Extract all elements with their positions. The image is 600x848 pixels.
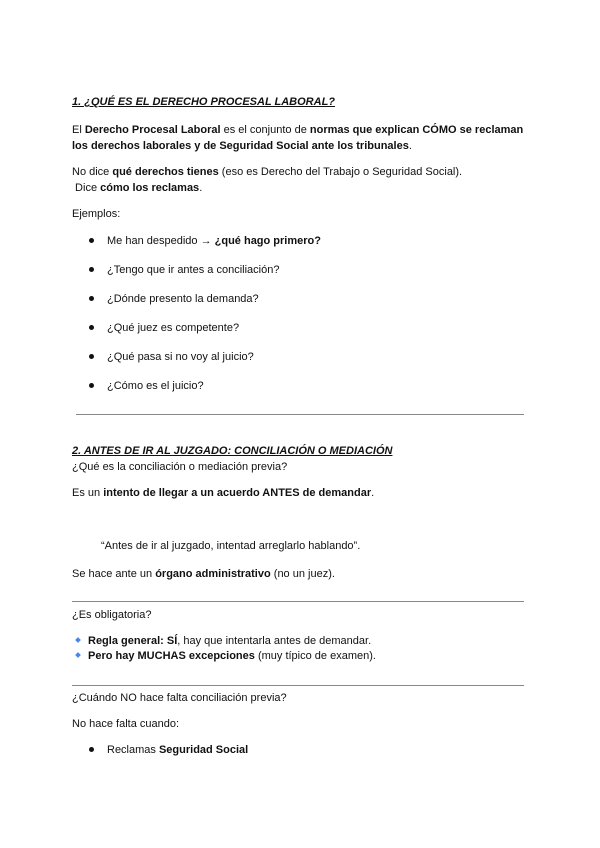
bullet-dot-icon [89,296,94,301]
divider-3 [72,685,524,686]
conciliacion-question: ¿Qué es la conciliación o mediación previa? [72,461,288,473]
bullet-dot-icon [89,267,94,272]
list-item-text: ¿Qué pasa si no voy al juicio? [107,351,254,363]
organo-text-1: Se hace ante un [72,568,156,580]
excepciones-row [76,649,376,664]
list-item-text: Reclamas [107,744,159,756]
def-bold-3: los derechos laborales y de Seguridad Social ante los tribunales [72,140,409,152]
quote-text: “Antes de ir al juzgado, intentad arreglarlo hablando”. [101,540,361,552]
intento-paragraph [72,485,374,501]
nohace-text: No hace falta cuando: [72,718,180,730]
diamond-bullet-icon [75,652,81,658]
bullet-dot-icon [89,354,94,359]
nodice-text-1: No dice [72,166,113,178]
regla-row [76,634,371,649]
list-item [89,233,321,262]
list-item [89,742,248,771]
intento-text-1: Es un [72,487,104,499]
divider-2 [72,601,524,602]
definition-paragraph [72,122,523,154]
regla-bold: Regla general: SÍ [88,635,178,647]
def-text-1: El [72,124,85,136]
intento-bold: intento de llegar a un acuerdo ANTES de demandar [103,487,372,499]
obligatoria-question: ¿Es obligatoria? [72,609,152,621]
excepciones-text: (muy típico de examen). [254,650,376,662]
def-text-3: . [408,140,412,152]
bullet-dot-icon [89,747,94,752]
list-item [89,291,321,320]
list-item-text: ¿Cómo es el juicio? [107,380,204,392]
cuando-question: ¿Cuándo NO hace falta conciliación previa? [72,692,287,704]
def-text-2: es el conjunto de [220,124,310,136]
nohace-list [89,742,248,771]
organo-bold: órgano administrativo [155,568,271,580]
nodice-text-4: . [199,182,203,194]
ejemplos-label: Ejemplos: [72,208,121,220]
nodice-text-3: Dice [72,182,101,194]
divider-1 [76,414,524,415]
list-item [89,262,321,291]
section1-heading: 1. ¿QUÉ ES EL DERECHO PROCESAL LABORAL? [72,96,336,108]
nodice-paragraph [72,164,462,196]
list-item-text: ¿Dónde presento la demanda? [107,293,259,305]
organo-text-2: (no un juez). [270,568,335,580]
diamond-bullet-icon [75,637,81,643]
section2-heading: 2. ANTES DE IR AL JUZGADO: CONCILIACIÓN O MEDIACIÓN [72,445,393,457]
list-item-bold: ¿qué hago primero? [214,235,321,247]
intento-text-2: . [371,487,375,499]
list-item-text: Me han despedido → [107,235,215,247]
def-bold-2: normas que explican CÓMO se reclaman [309,124,524,136]
ejemplos-list [89,233,321,407]
regla-text: , hay que intentarla antes de demandar. [177,635,372,647]
bullet-dot-icon [89,325,94,330]
list-item-text: ¿Tengo que ir antes a conciliación? [107,264,280,276]
excepciones-bold: Pero hay MUCHAS excepciones [88,650,255,662]
list-item [89,378,321,407]
nodice-bold-1: qué derechos tienes [112,166,219,178]
def-bold-1: Derecho Procesal Laboral [84,124,221,136]
bullet-dot-icon [89,383,94,388]
list-item [89,349,321,378]
nodice-text-2: (eso es Derecho del Trabajo o Seguridad Social). [218,166,463,178]
list-item [89,320,321,349]
list-item-text: ¿Qué juez es competente? [107,322,240,334]
organo-paragraph [72,566,335,582]
nodice-bold-2: cómo los reclamas [100,182,200,194]
list-item-bold: Seguridad Social [158,744,249,756]
bullet-dot-icon [89,238,94,243]
